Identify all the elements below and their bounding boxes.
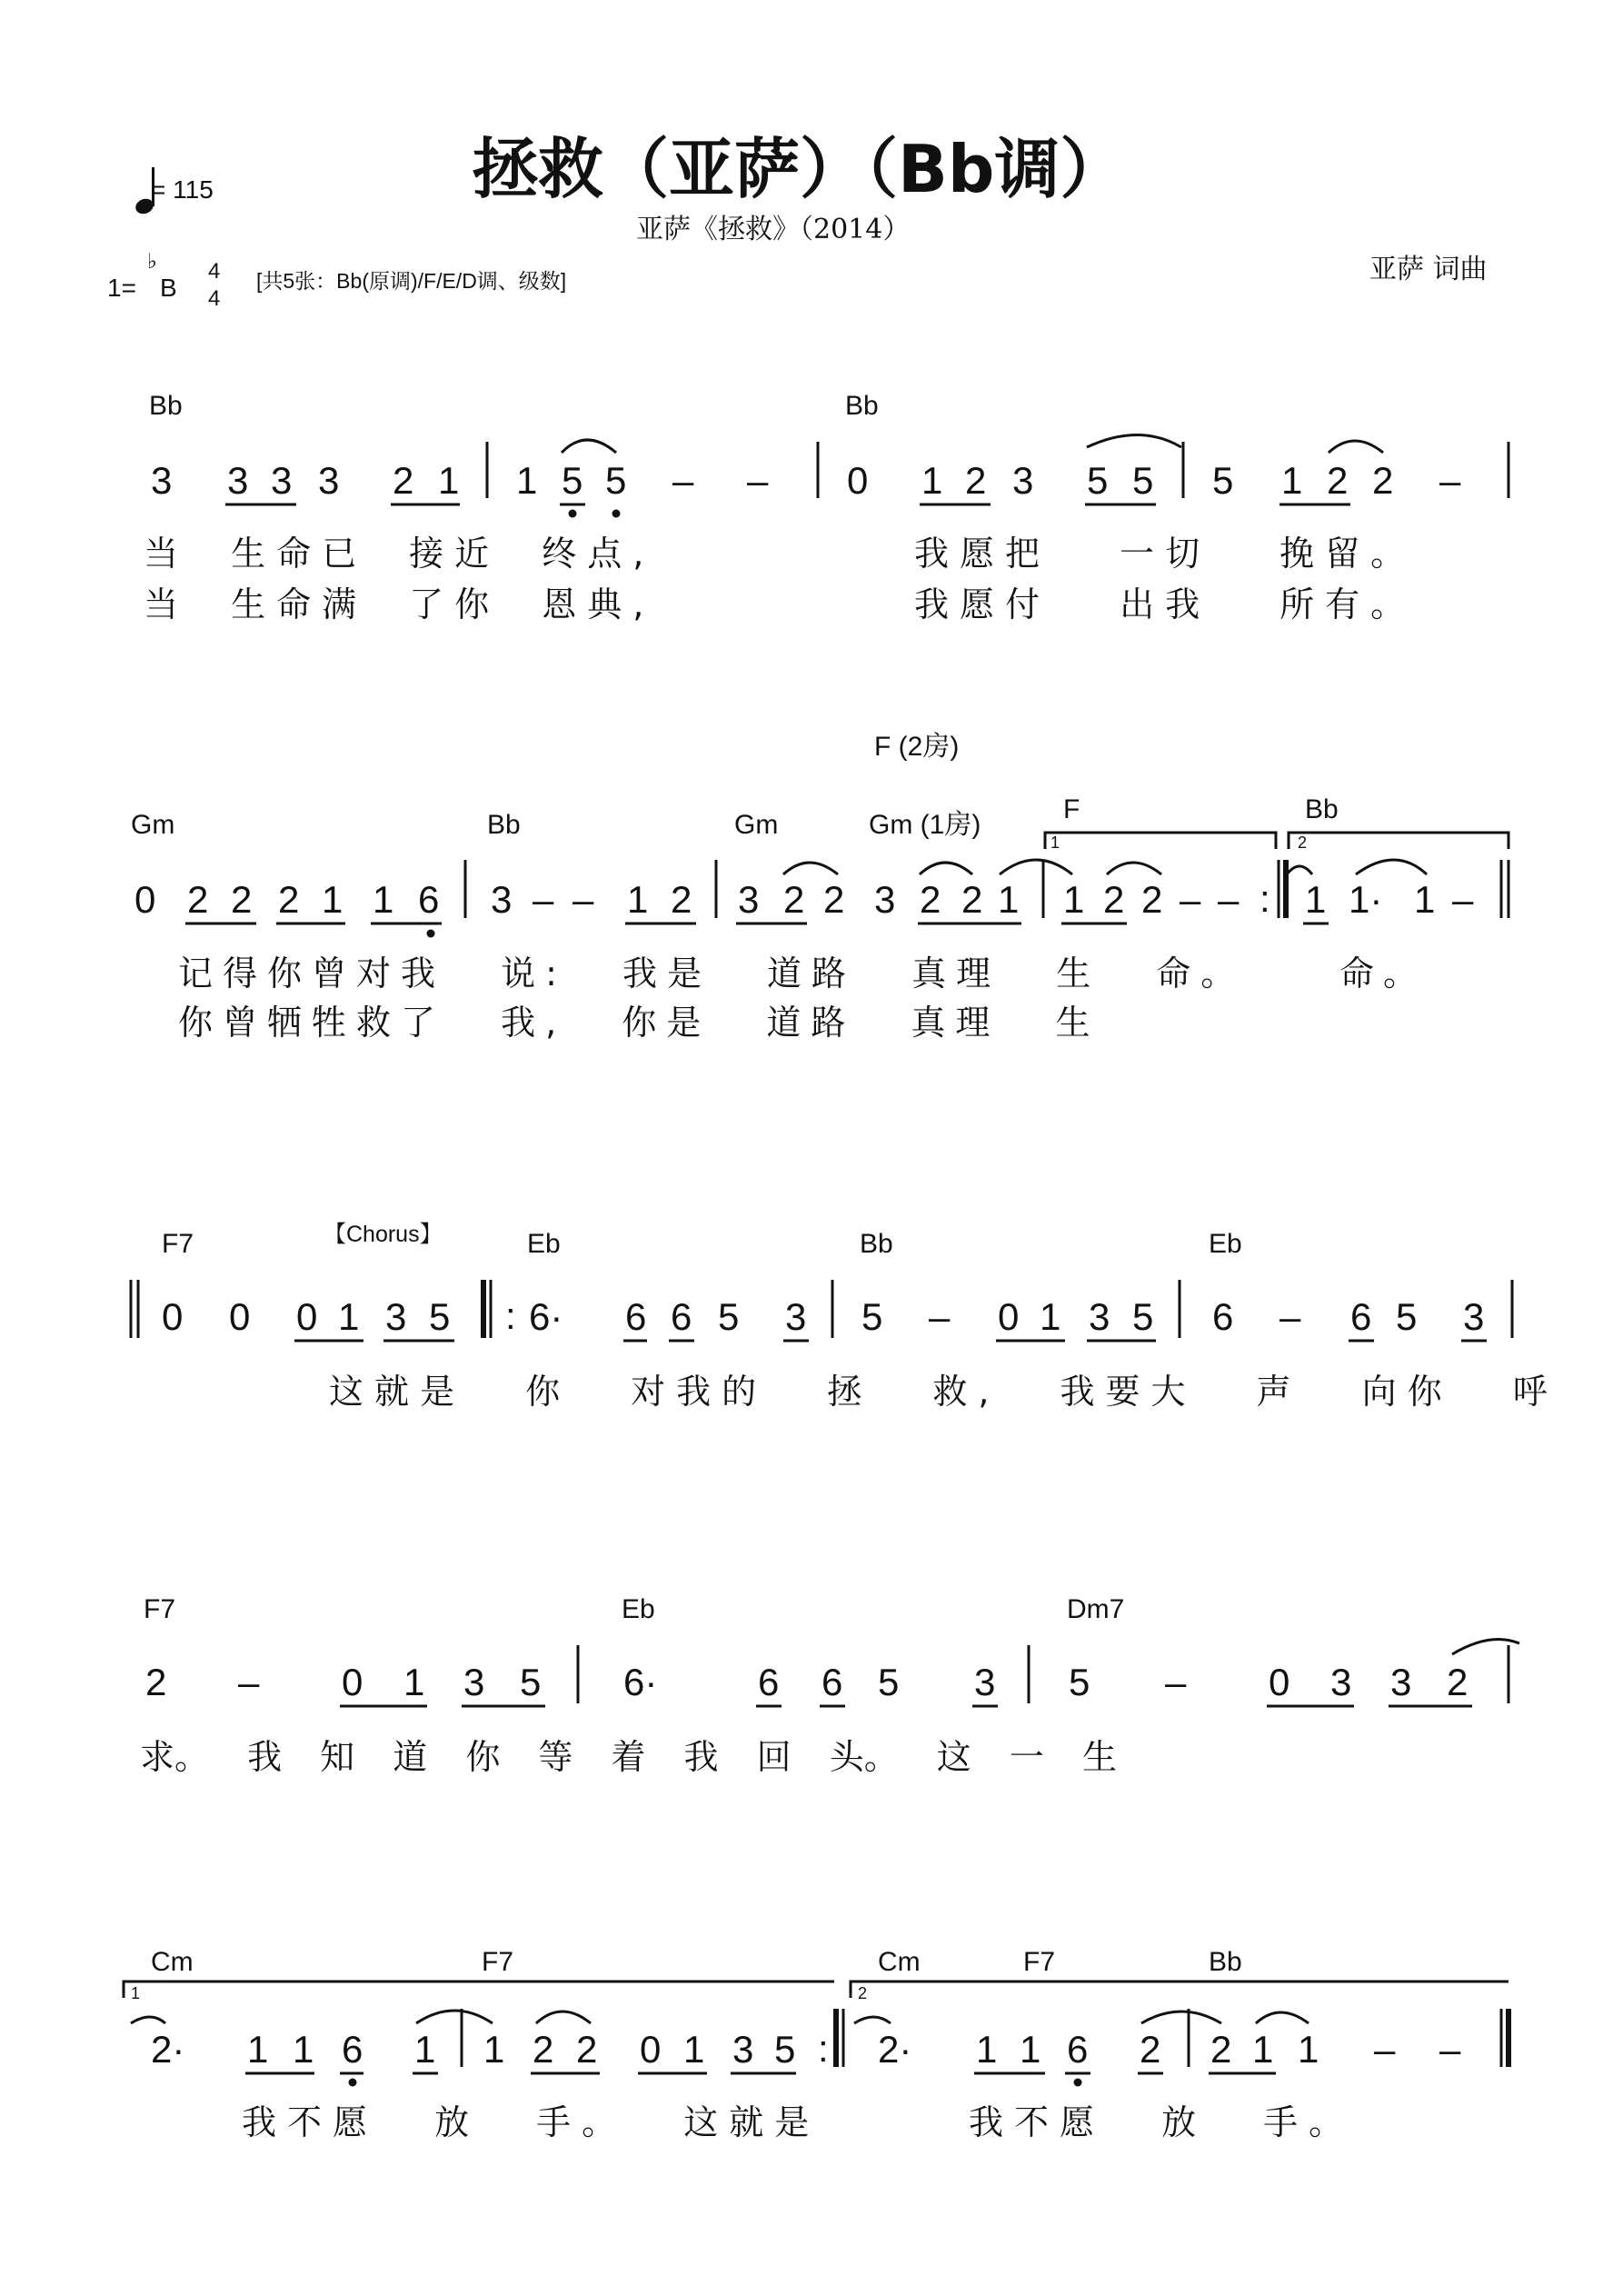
note: 1 xyxy=(627,878,649,921)
lyric-line: 当 生命已 接近 终点, xyxy=(144,534,655,574)
note: – xyxy=(1218,878,1240,921)
chord-symbol: Bb xyxy=(860,1229,893,1259)
note: 2 xyxy=(671,878,692,921)
chord-symbol: Cm xyxy=(151,1947,194,1977)
chord-symbol: F7 xyxy=(144,1594,176,1624)
note: 1 xyxy=(683,2028,705,2071)
note: 3 xyxy=(1463,1295,1485,1338)
song-subtitle: 亚萨《拯救》（2014） xyxy=(636,214,911,245)
note: – xyxy=(1439,459,1461,502)
composer-credit: 亚萨 词曲 xyxy=(1369,254,1488,285)
note: 2 xyxy=(961,878,983,921)
note: 1 xyxy=(1040,1295,1061,1338)
note: – xyxy=(1180,878,1201,921)
chord-symbol: Eb xyxy=(622,1594,655,1624)
lyric-line: 命。 xyxy=(1339,953,1428,993)
note: – xyxy=(1439,2028,1461,2071)
chord-symbol: Gm xyxy=(734,810,779,840)
lyric-line: 当 生命满 了你 恩典, xyxy=(144,584,655,624)
note: 3 xyxy=(974,1661,996,1703)
chord-symbol: Bb xyxy=(845,391,879,421)
note: 0 xyxy=(640,2028,662,2071)
note: 5 xyxy=(1212,459,1234,502)
note: – xyxy=(1279,1295,1301,1338)
lyric-line: 你曾牺牲救了 我, 你是 道路 真理 生 xyxy=(178,1003,1100,1043)
note: 3 xyxy=(271,459,293,502)
lyric-line: 这就是 你 对我的 拯 救, 我要大 声 向你 呼 xyxy=(329,1372,1558,1412)
note: 1 xyxy=(1020,2028,1041,2071)
volta-number: 1 xyxy=(1050,834,1060,852)
key-prefix: 1= xyxy=(107,274,136,302)
lyric-line: 求。 我 知 道 你 等 着 我 回 头。 这 一 生 xyxy=(140,1737,1117,1777)
note: 0 xyxy=(847,459,869,502)
note: 6 xyxy=(821,1661,843,1703)
note: 3 xyxy=(491,878,513,921)
chord-symbol: Gm (1房) xyxy=(869,810,981,840)
note: 2 xyxy=(1103,878,1125,921)
note: 5 xyxy=(861,1295,883,1338)
note: 2 xyxy=(533,2028,554,2071)
note: 2 xyxy=(965,459,987,502)
chord-symbol: Bb xyxy=(487,810,521,840)
chord-symbol: Eb xyxy=(527,1229,561,1259)
note: 5 xyxy=(1069,1661,1090,1703)
note: 5 xyxy=(1087,459,1109,502)
chord-symbol: Bb xyxy=(1305,794,1339,824)
note: 1 xyxy=(1414,878,1436,921)
note: 1 xyxy=(438,459,460,502)
note: – xyxy=(238,1661,260,1703)
note: 1 xyxy=(1252,2028,1274,2071)
note: – xyxy=(929,1295,951,1338)
chord-symbol: Dm7 xyxy=(1067,1594,1125,1624)
note: 0 xyxy=(998,1295,1020,1338)
note: 3 xyxy=(1390,1661,1412,1703)
note: 3 xyxy=(151,459,173,502)
chord-symbol: Cm xyxy=(878,1947,921,1977)
note: 1 xyxy=(403,1661,425,1703)
chord-symbol: Eb xyxy=(1209,1229,1242,1259)
note: – xyxy=(1452,878,1474,921)
note: 2 xyxy=(393,459,414,502)
lyric-line: 我不愿 放 手。 这就是 xyxy=(242,2102,821,2142)
note: – xyxy=(1374,2028,1396,2071)
note: 5 xyxy=(1132,459,1154,502)
chord-symbol: F xyxy=(1063,794,1080,824)
note: – xyxy=(1165,1661,1187,1703)
note: 1 xyxy=(373,878,394,921)
key-letter: B xyxy=(160,274,177,302)
note: 5 xyxy=(605,459,627,502)
note: 1 xyxy=(1281,459,1303,502)
note: 6 xyxy=(758,1661,780,1703)
lyric-line: 记得你曾对我 说: 我是 道路 真理 生 命。 xyxy=(178,953,1246,993)
chord-symbol: Gm xyxy=(131,810,175,840)
note: 3 xyxy=(318,459,340,502)
volta-number: 1 xyxy=(131,1984,141,2002)
note: 2 xyxy=(145,1661,167,1703)
repeat-dots: : xyxy=(818,2027,829,2070)
note: 3 xyxy=(732,2028,754,2071)
note: 6 xyxy=(1350,1295,1372,1338)
note: 3 xyxy=(227,459,249,502)
note: 1 xyxy=(1298,2028,1319,2071)
key-flat-sign: ♭ xyxy=(147,249,157,273)
chord-symbol: F7 xyxy=(1023,1947,1056,1977)
note: – xyxy=(533,878,554,921)
note: 6 xyxy=(671,1295,692,1338)
note: 2· xyxy=(151,2028,185,2071)
note: 6 xyxy=(625,1295,647,1338)
note: 0 xyxy=(229,1295,251,1338)
note: 2 xyxy=(187,878,209,921)
note: 1 xyxy=(976,2028,998,2071)
note: 1 xyxy=(998,878,1020,921)
note: 2 xyxy=(1447,1661,1469,1703)
note: 2 xyxy=(1210,2028,1232,2071)
note: 1 xyxy=(483,2028,505,2071)
note: 5 xyxy=(1132,1295,1154,1338)
note: 6 xyxy=(1212,1295,1234,1338)
tempo-marking: = 115 xyxy=(151,175,214,204)
note: 1 xyxy=(1305,878,1327,921)
song-title: 拯救（亚萨）（Bb调） xyxy=(473,131,1126,207)
note: 6 xyxy=(1067,2028,1089,2071)
note: – xyxy=(573,878,594,921)
note: 1 xyxy=(322,878,344,921)
volta-number: 2 xyxy=(1298,834,1308,852)
chord-symbol: Bb xyxy=(1209,1947,1242,1977)
note: 3 xyxy=(1012,459,1034,502)
version-note: [共5张：Bb(原调)/F/E/D调、级数] xyxy=(256,269,567,293)
chord-symbol: F7 xyxy=(482,1947,514,1977)
note: 2 xyxy=(231,878,253,921)
note: 5 xyxy=(774,2028,796,2071)
note: 5 xyxy=(718,1295,740,1338)
note: 3 xyxy=(385,1295,407,1338)
time-signature-top: 4 xyxy=(208,259,221,284)
note: 2· xyxy=(878,2028,912,2071)
note: 0 xyxy=(134,878,156,921)
note: 1 xyxy=(338,1295,360,1338)
note: 3 xyxy=(738,878,760,921)
note: 5 xyxy=(562,459,583,502)
note: 0 xyxy=(342,1661,363,1703)
chorus-label: 【Chorus】 xyxy=(324,1222,443,1247)
note: 6· xyxy=(623,1661,658,1703)
note: 6 xyxy=(342,2028,363,2071)
note: 3 xyxy=(1089,1295,1110,1338)
note: 2 xyxy=(1327,459,1349,502)
time-signature-bottom: 4 xyxy=(208,286,221,311)
volta-number: 2 xyxy=(858,1984,868,2002)
note: 2 xyxy=(1140,2028,1161,2071)
note: 2 xyxy=(1141,878,1163,921)
note: 6 xyxy=(418,878,440,921)
note: 6· xyxy=(529,1295,563,1338)
note: 1 xyxy=(247,2028,269,2071)
note: 5 xyxy=(1396,1295,1418,1338)
note: 2 xyxy=(823,878,845,921)
note: 0 xyxy=(296,1295,318,1338)
note: 3 xyxy=(874,878,896,921)
note: 1· xyxy=(1349,878,1383,921)
note: 0 xyxy=(1269,1661,1290,1703)
note: 2 xyxy=(920,878,941,921)
note: – xyxy=(747,459,769,502)
repeat-dots: : xyxy=(505,1294,516,1337)
lyric-line: 我愿付 出我 所有。 xyxy=(914,584,1417,624)
note: 3 xyxy=(785,1295,807,1338)
note: 1 xyxy=(293,2028,314,2071)
chord-symbol: F7 xyxy=(162,1229,194,1259)
lyric-line: 我不愿 放 手。 xyxy=(969,2102,1355,2142)
note: 1 xyxy=(921,459,943,502)
note: 5 xyxy=(429,1295,451,1338)
note: 2 xyxy=(278,878,300,921)
note: 2 xyxy=(783,878,805,921)
note: 0 xyxy=(162,1295,184,1338)
note: 1 xyxy=(516,459,538,502)
note: 1 xyxy=(1063,878,1085,921)
note: 2 xyxy=(576,2028,598,2071)
note: 5 xyxy=(520,1661,542,1703)
chord-symbol: Bb xyxy=(149,391,183,421)
note: 3 xyxy=(1330,1661,1352,1703)
lyric-line: 我愿把 一切 挽留。 xyxy=(914,534,1417,574)
note: 1 xyxy=(414,2028,436,2071)
note: 5 xyxy=(878,1661,900,1703)
chord-symbol: F (2房) xyxy=(874,732,960,762)
repeat-dots: : xyxy=(1260,877,1270,920)
note: 2 xyxy=(1372,459,1394,502)
note: – xyxy=(672,459,694,502)
note: 3 xyxy=(463,1661,485,1703)
